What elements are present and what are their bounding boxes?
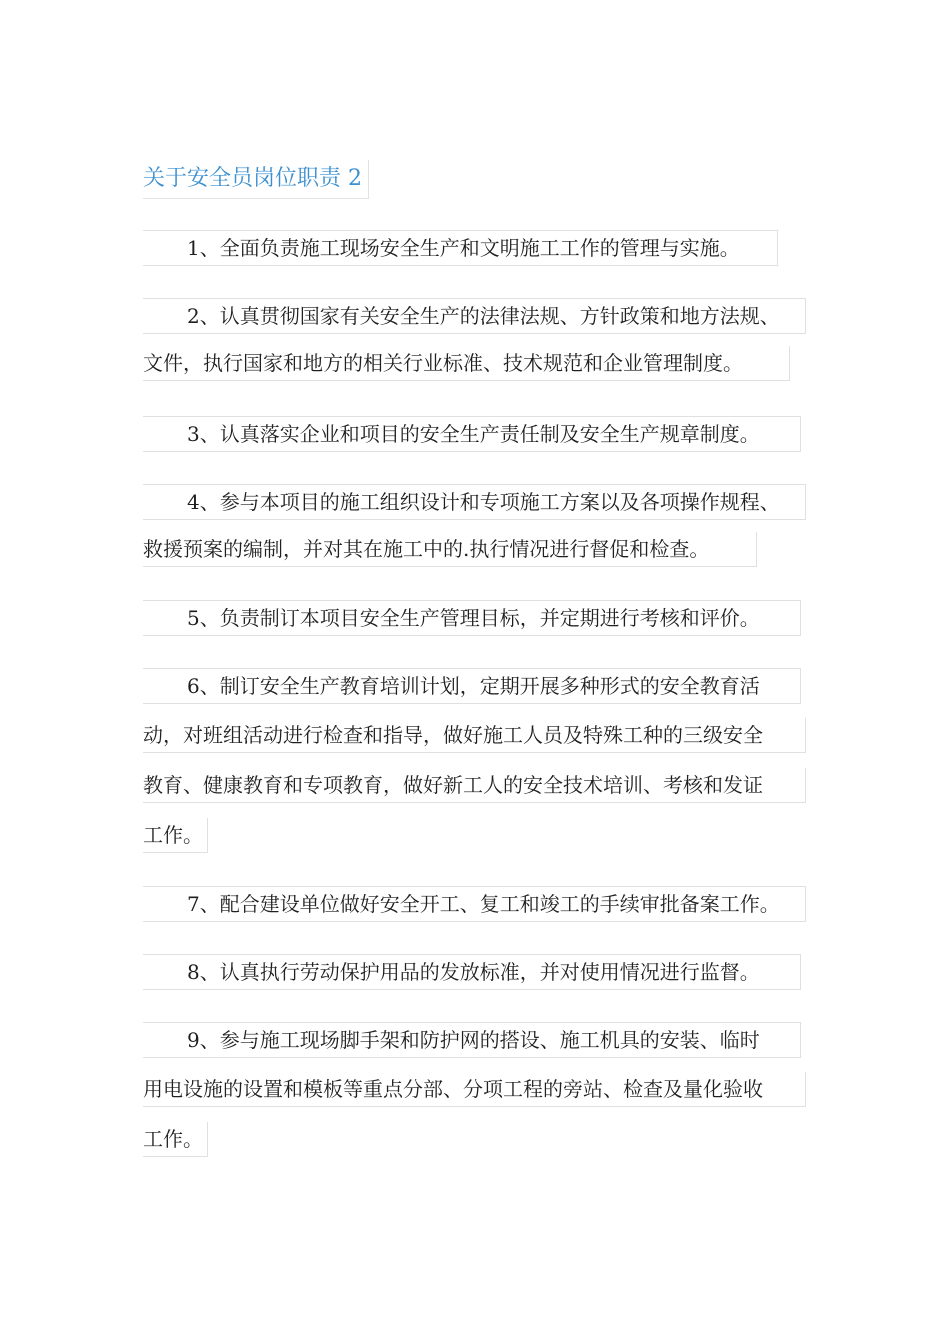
paragraph-line: 2、认真贯彻国家有关安全生产的法律法规、方针政策和地方法规、 [143,298,806,334]
paragraph-line: 8、认真执行劳动保护用品的发放标准，并对使用情况进行监督。 [143,954,801,990]
paragraph-line: 工作。 [143,1122,208,1157]
paragraph-line: 工作。 [143,818,208,853]
paragraph-line: 救援预案的编制，并对其在施工中的.执行情况进行督促和检查。 [143,532,757,567]
paragraph-line: 教育、健康教育和专项教育，做好新工人的安全技术培训、考核和发证 [143,768,806,803]
paragraph-line: 5、负责制订本项目安全生产管理目标，并定期进行考核和评价。 [143,600,801,636]
section-heading: 关于安全员岗位职责 2 [143,160,369,199]
paragraph-line: 4、参与本项目的施工组织设计和专项施工方案以及各项操作规程、 [143,484,806,520]
paragraph-line: 用电设施的设置和模板等重点分部、分项工程的旁站、检查及量化验收 [143,1072,806,1107]
paragraph-line: 1、全面负责施工现场安全生产和文明施工工作的管理与实施。 [143,230,778,266]
paragraph-line: 9、参与施工现场脚手架和防护网的搭设、施工机具的安装、临时 [143,1022,801,1058]
paragraph-line: 6、制订安全生产教育培训计划，定期开展多种形式的安全教育活 [143,668,801,704]
paragraph-line: 文件，执行国家和地方的相关行业标准、技术规范和企业管理制度。 [143,346,790,381]
paragraph-line: 3、认真落实企业和项目的安全生产责任制及安全生产规章制度。 [143,416,801,452]
paragraph-line: 动，对班组活动进行检查和指导，做好施工人员及特殊工种的三级安全 [143,718,806,753]
paragraph-line: 7、配合建设单位做好安全开工、复工和竣工的手续审批备案工作。 [143,886,806,922]
